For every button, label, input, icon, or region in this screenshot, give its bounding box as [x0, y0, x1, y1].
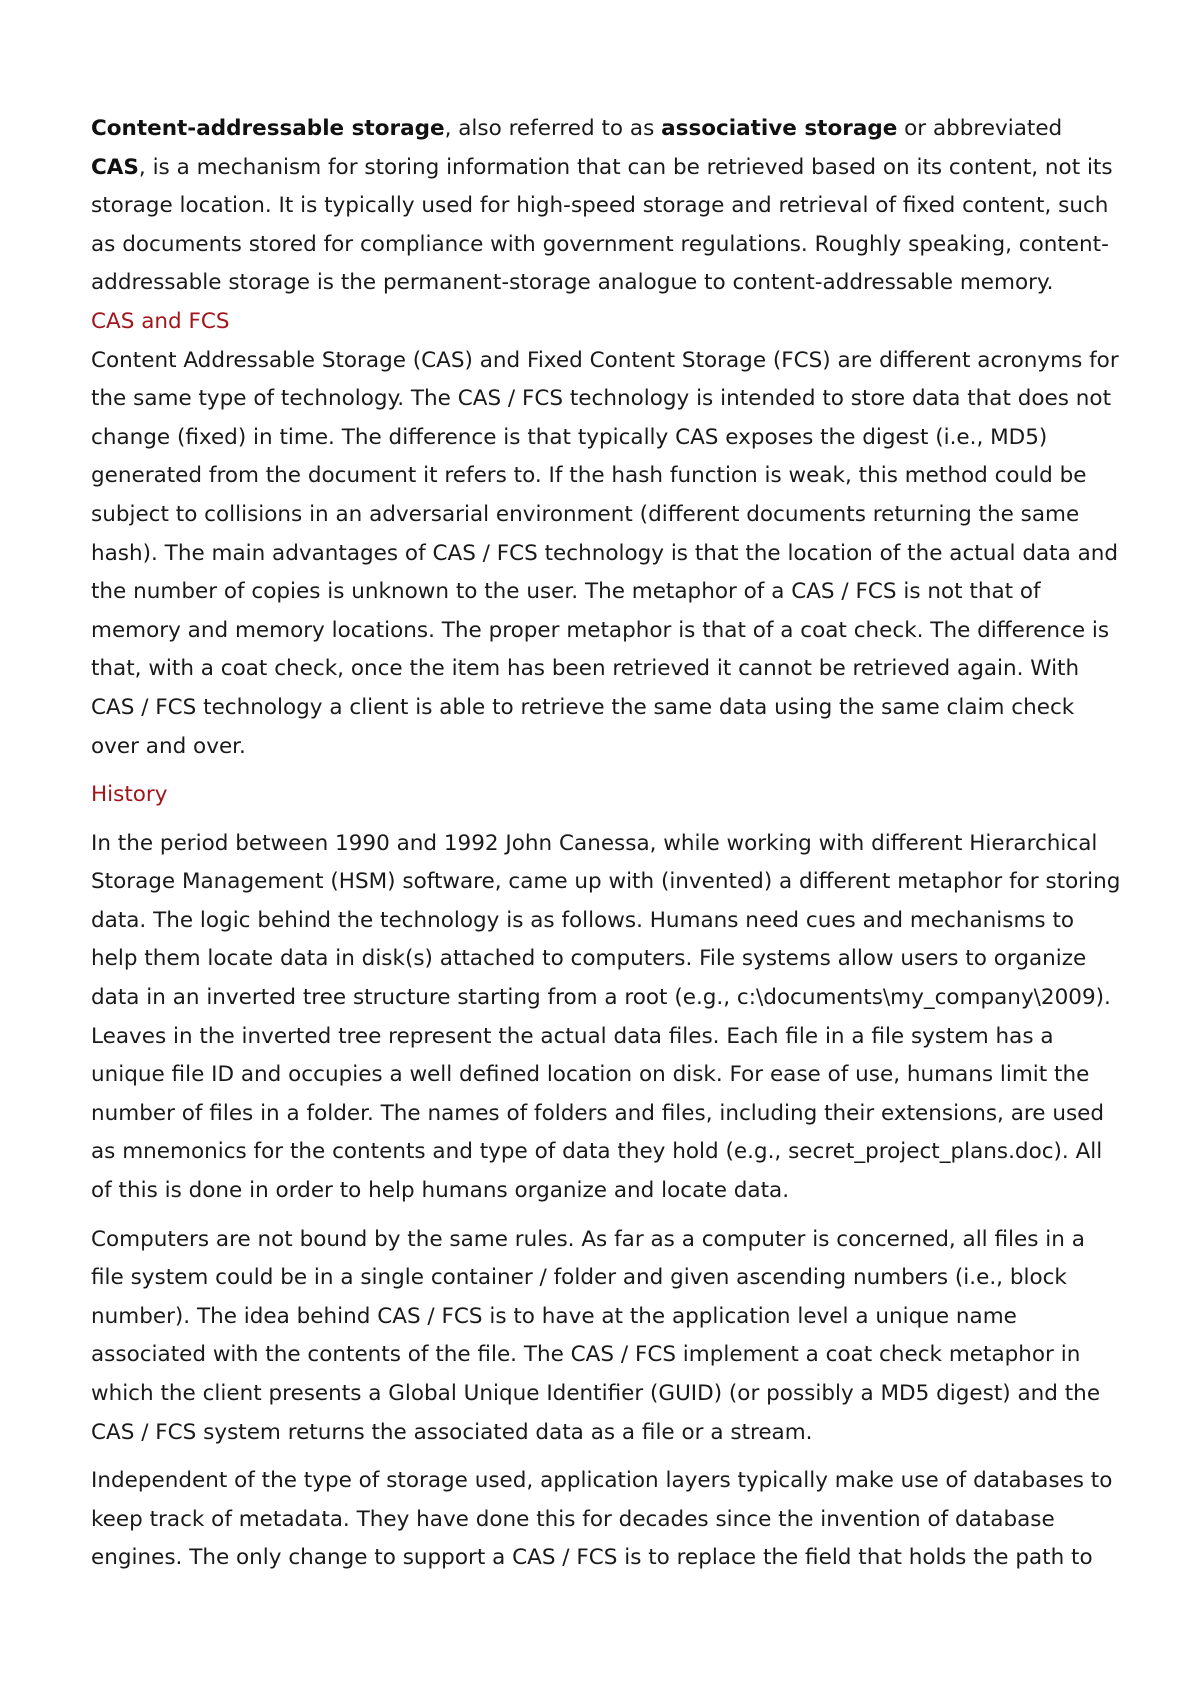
paragraph-history-1: In the period between 1990 and 1992 John Canessa, while working with different Hierarchical Storage Management (HSM) software, came up with (invented) a different metaphor for storing data. The logic behind the technology is as follows. Humans need cues and mechanisms to help them locate data in disk(s) attached to computers. File systems allow users to organize data in an inverted tree structure starting from a root (e.g., c:\documents\my_company\2009). Leaves in the inverted tree represent the actual data files. Each file in a file system has a unique file ID and occupies a well defined location on disk. For ease of use, humans limit the number of files in a folder. The names of folders and files, including their extensions, are used as mnemonics for the contents and type of data they hold (e.g., secret_project_plans.doc). All of this is done in order to help humans organize and locate data. — [91, 830, 1121, 1204]
term-cas: CAS — [91, 154, 139, 180]
intro-paragraph — [91, 110, 1121, 303]
paragraph-history-3: Independent of the type of storage used, application layers typically make use of databases to keep track of metadata. They have done this for decades since the invention of database engines. The only change to support a CAS / FCS is to replace the field that holds the path to — [91, 1468, 1113, 1571]
document-page — [91, 110, 1121, 1578]
intro-text-3: , is a mechanism for storing information that can be retrieved based on its content, not its storage location. It is typically used for high-speed storage and retrieval of fixed content, such as documents stored for compliance with government regulations. Roughly speaking, content-addressable storage is the permanent-storage analogue to content-addressable memory. — [91, 154, 1113, 296]
paragraph-history-2: Computers are not bound by the same rules. As far as a computer is concerned, all files in a file system could be in a single container / folder and given ascending numbers (i.e., block number). The idea behind CAS / FCS is to have at the application level a unique name associated with the contents of the file. The CAS / FCS implement a coat check metaphor in which the client presents a Global Unique Identifier (GUID) (or possibly a MD5 digest) and the CAS / FCS system returns the associated data as a file or a stream. — [91, 1226, 1101, 1445]
heading-history: History — [91, 782, 168, 808]
term-associative-storage: associative storage — [661, 116, 898, 141]
intro-text-2: or abbreviated — [897, 116, 1063, 141]
heading-cas-and-fcs: CAS and FCS — [91, 308, 230, 334]
intro-text-1: , also referred to as — [444, 116, 662, 141]
term-content-addressable-storage: Content-addressable storage — [91, 116, 445, 141]
paragraph-cas-and-fcs: Content Addressable Storage (CAS) and Fixed Content Storage (FCS) are different acronyms for the same type of technology. The CAS / FCS technology is intended to store data that does not change (fixed) in time. The difference is that typically CAS exposes the digest (i.e., MD5) generated from the document it refers to. If the hash function is weak, this method could be subject to collisions in an adversarial environment (different documents returning the same hash). The main advantages of CAS / FCS technology is that the location of the actual data and the number of copies is unknown to the user. The metaphor of a CAS / FCS is not that of memory and memory locations. The proper metaphor is that of a coat check. The difference is that, with a coat check, once the item has been retrieved it cannot be retrieved again. With CAS / FCS technology a client is able to retrieve the same data using the same claim check over and over. — [91, 347, 1119, 759]
